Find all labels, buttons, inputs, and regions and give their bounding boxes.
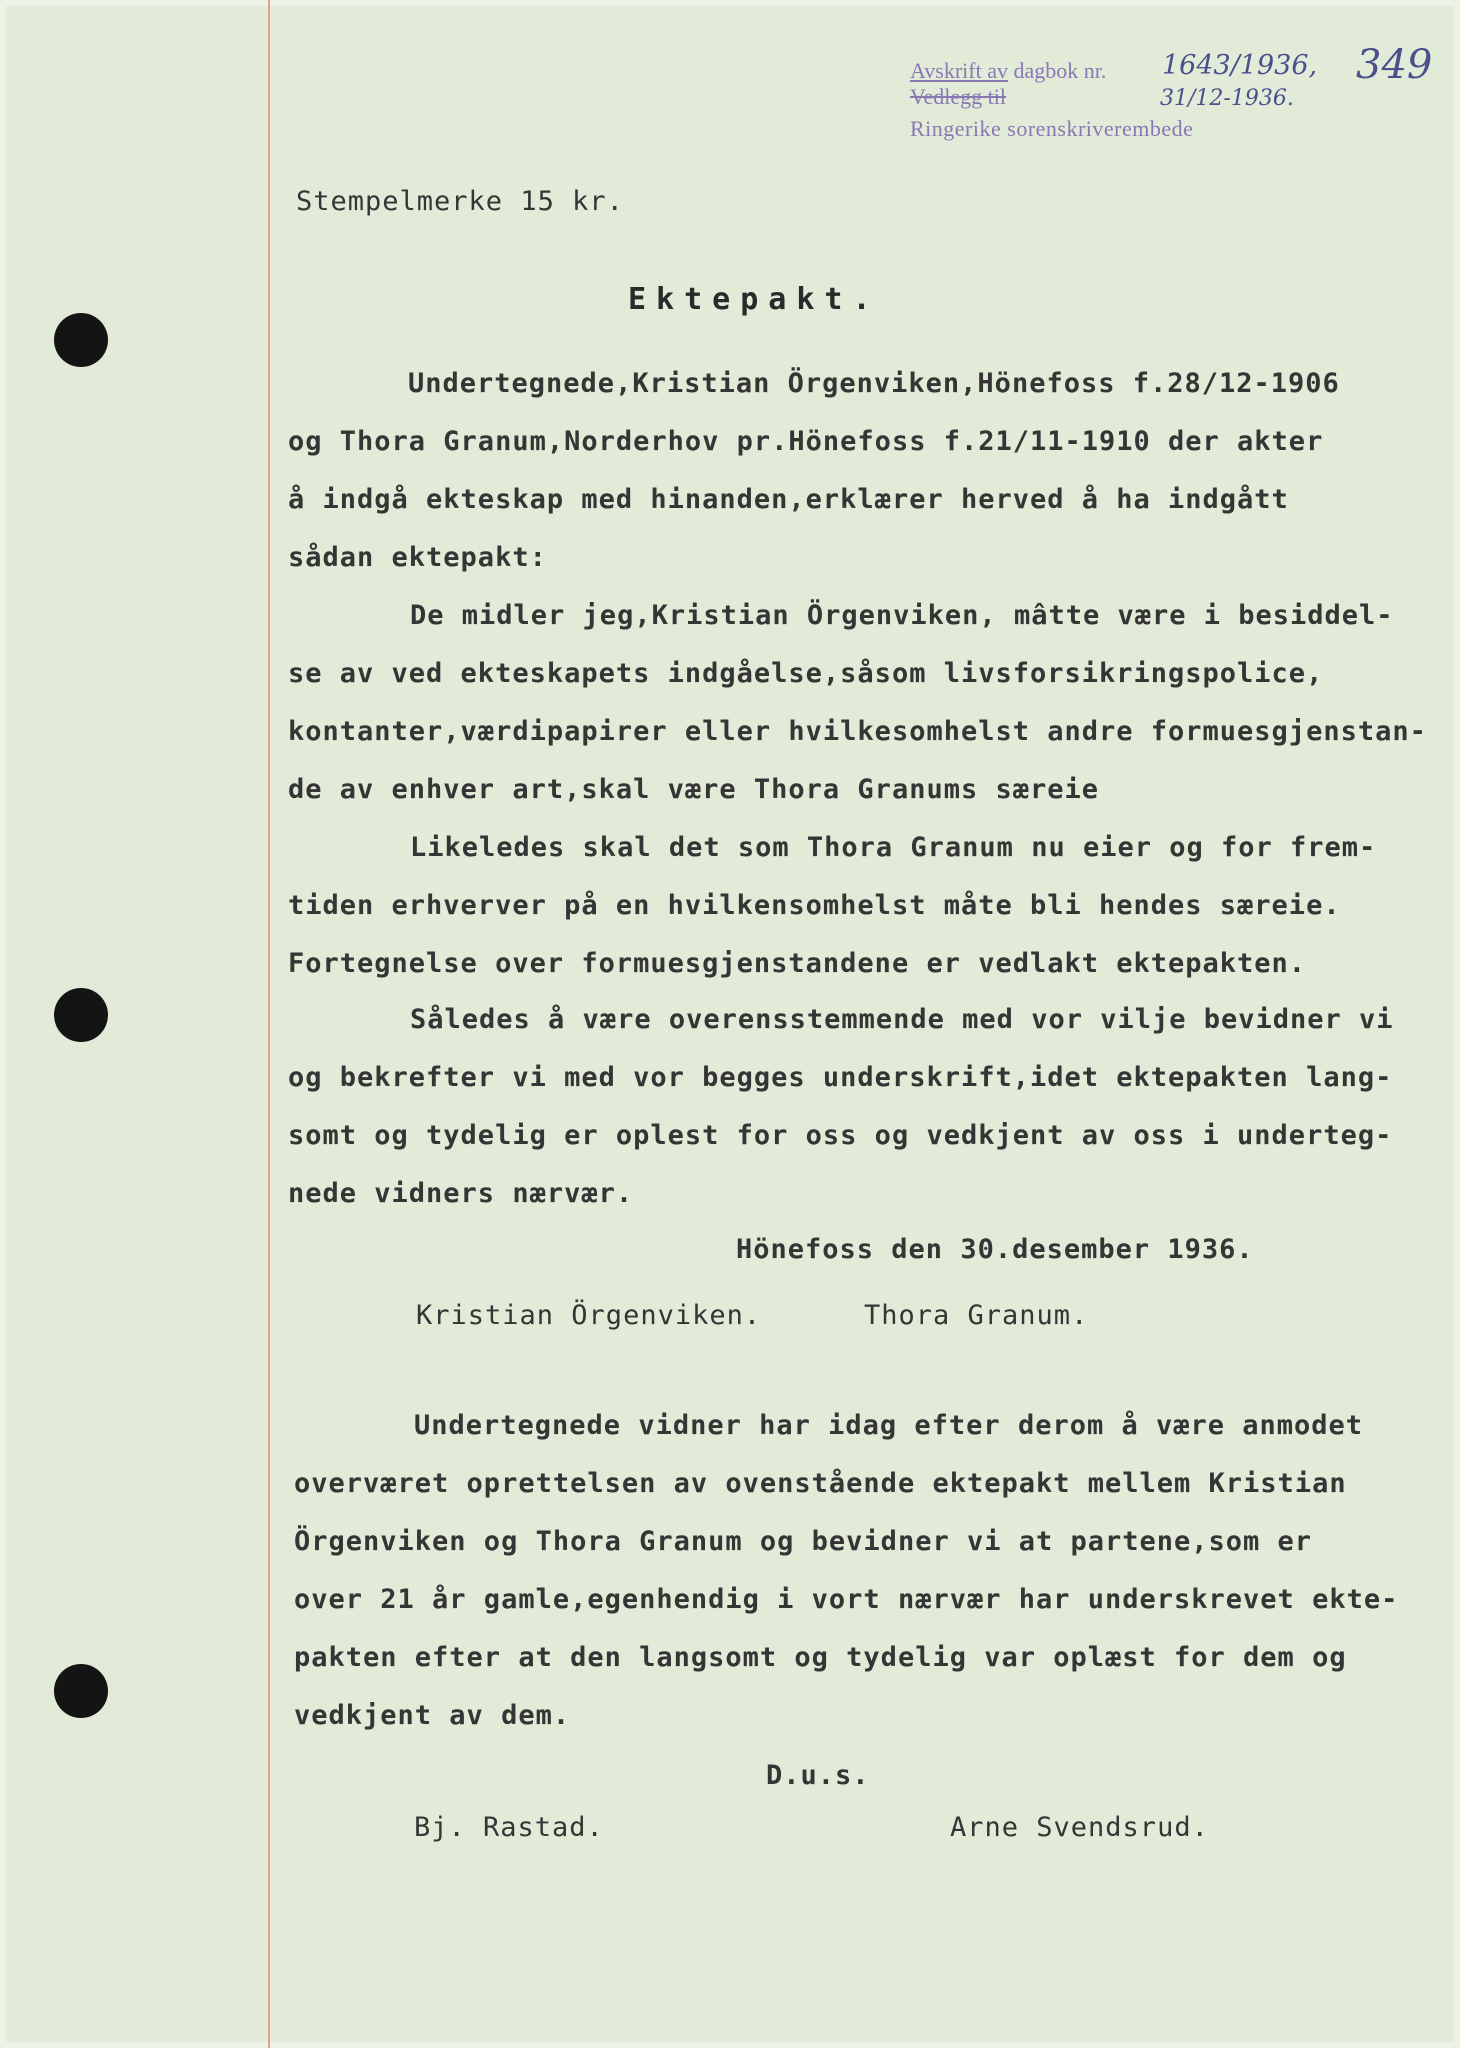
- body-line: og Thora Granum,Norderhov pr.Hönefoss f.21/11-1910 der akter: [288, 426, 1324, 457]
- body-line: nede vidners nærvær.: [288, 1178, 634, 1209]
- signature-kristian: Kristian Örgenviken.: [416, 1300, 762, 1331]
- stamp-fee: Stempelmerke 15 kr.: [296, 186, 624, 217]
- witness-signature-svendsrud: Arne Svendsrud.: [950, 1812, 1209, 1843]
- body-line: somt og tydelig er oplest for oss og vedkjent av oss i underteg-: [288, 1120, 1393, 1151]
- margin-rule: [268, 0, 270, 2048]
- body-line: Fortegnelse over formuesgjenstandene er vedlakt ektepakten.: [288, 948, 1307, 979]
- body-line: Således å være overensstemmende med vor vilje bevidner vi: [410, 1004, 1394, 1035]
- signature-thora: Thora Granum.: [864, 1300, 1089, 1331]
- body-line: og bekrefter vi med vor begges underskrift,idet ektepakten lang-: [288, 1062, 1393, 1093]
- witness-line: overværet oprettelsen av ovenstående ektepakt mellem Kristian: [294, 1468, 1347, 1499]
- body-line: De midler jeg,Kristian Örgenviken, mâtte være i besiddel-: [410, 600, 1394, 631]
- witness-line: pakten efter at den langsomt og tydelig var oplæst for dem og: [294, 1642, 1347, 1673]
- witness-line: Örgenviken og Thora Granum og bevidner vi at partene,som er: [294, 1526, 1313, 1557]
- punch-hole-icon: [54, 313, 108, 367]
- witness-line: vedkjent av dem.: [294, 1700, 571, 1731]
- stamp-line-1: [910, 58, 1106, 84]
- dus-closing: D.u.s.: [766, 1760, 870, 1791]
- witness-line: Undertegnede vidner har idag efter derom å være anmodet: [414, 1410, 1364, 1441]
- body-line: å indgå ekteskap med hinanden,erklærer herved å ha indgått: [288, 484, 1289, 515]
- body-line: tiden erhverver på en hvilkensomhelst måte bli hendes særeie.: [288, 890, 1341, 921]
- page-number: 349: [1356, 42, 1433, 88]
- stamp-avskrift: Avskrift av: [910, 58, 1008, 83]
- stamp-line-3: Ringerike sorenskriverembede: [910, 116, 1194, 141]
- punch-hole-icon: [54, 1664, 108, 1718]
- body-line: kontanter,værdipapirer eller hvilkesomhelst andre formuesgjenstan-: [288, 716, 1427, 747]
- stamp-dagbok-label: dagbok nr.: [1013, 58, 1107, 83]
- body-line: de av enhver art,skal være Thora Granums særeie: [288, 774, 1100, 805]
- journal-date: 31/12-1936.: [1160, 86, 1294, 111]
- document-title: Ektepakt.: [628, 282, 881, 317]
- punch-hole-icon: [54, 988, 108, 1042]
- place-date: Hönefoss den 30.desember 1936.: [736, 1234, 1254, 1265]
- witness-line: over 21 år gamle,egenhendig i vort nærvær har underskrevet ekte-: [294, 1584, 1399, 1615]
- body-line: se av ved ekteskapets indgåelse,såsom livsforsikringspolice,: [288, 658, 1324, 689]
- body-line: Undertegnede,Kristian Örgenviken,Hönefoss f.28/12-1906: [408, 368, 1340, 399]
- stamp-line-2: Vedlegg til: [910, 84, 1006, 109]
- witness-signature-rastad: Bj. Rastad.: [414, 1812, 604, 1843]
- body-line: Likeledes skal det som Thora Granum nu eier og for frem-: [410, 832, 1377, 863]
- body-line: sådan ektepakt:: [288, 542, 547, 573]
- journal-number: 1643/1936,: [1162, 50, 1318, 81]
